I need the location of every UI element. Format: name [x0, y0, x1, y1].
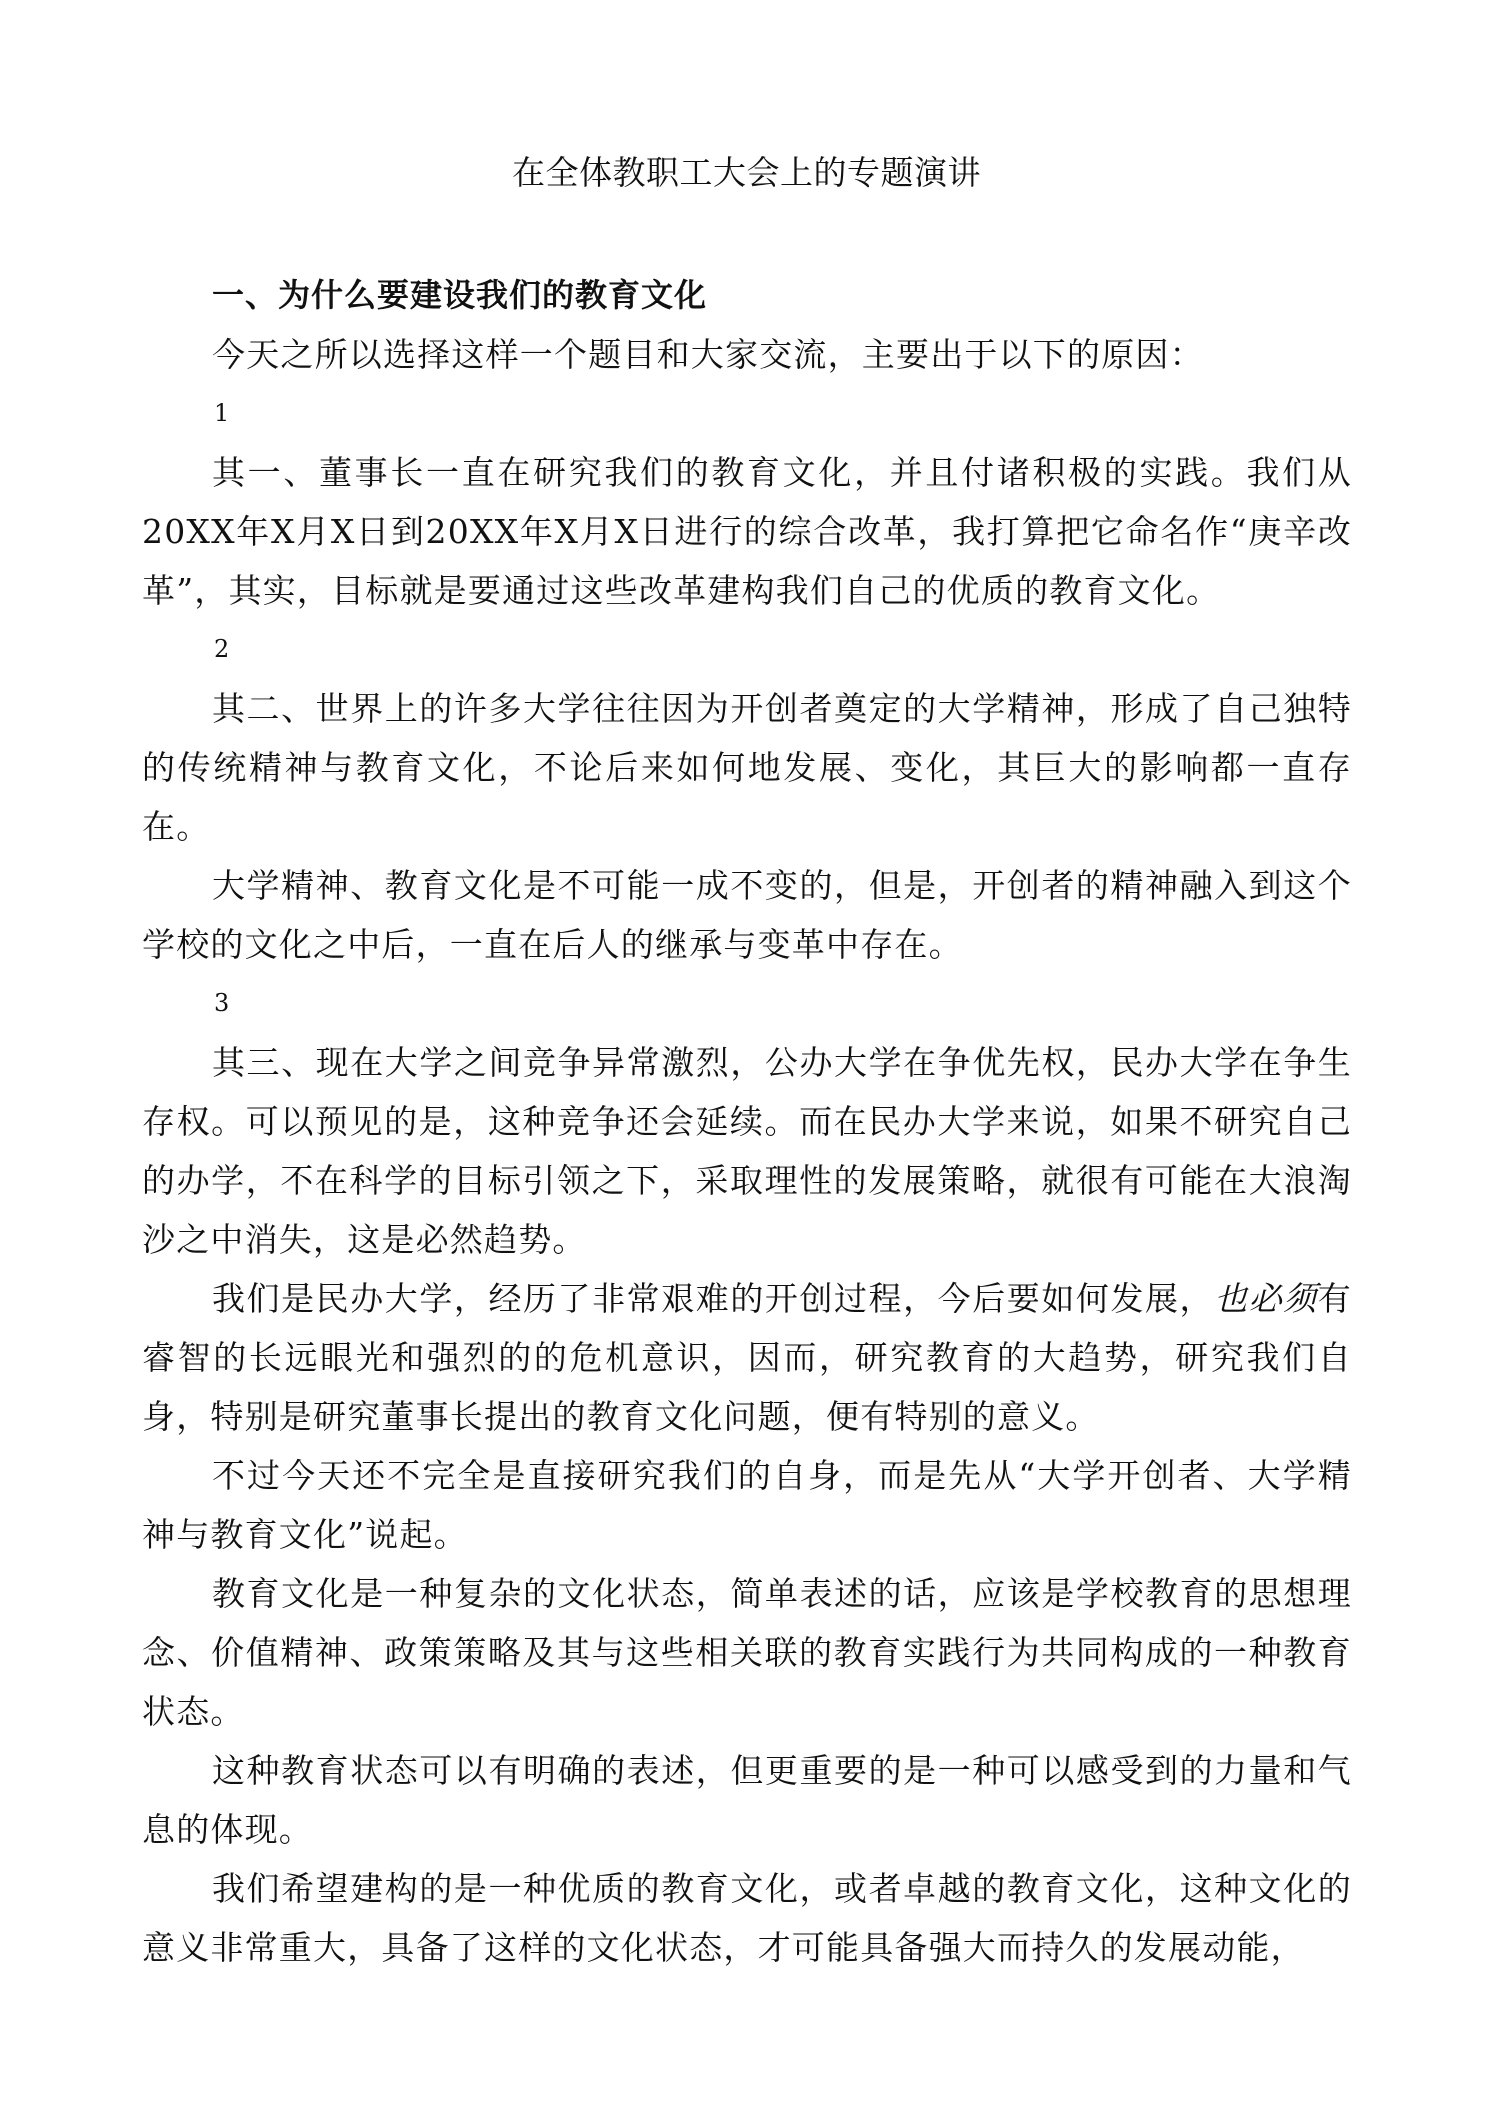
paragraph-private-university-part-2: 有睿智的长远眼光和强烈的的危机意识，因而，研究教育的大趋势，研究我们自身，特别是研究董事长提出的教育文化问题，便有特别的意义。	[142, 1279, 1352, 1436]
paragraph-point-1: 其一、董事长一直在研究我们的教育文化，并且付诸积极的实践。我们从20XX年X月X日到20XX年X月X日进行的综合改革，我打算把它命名作“庚辛改革”，其实，目标就是要通过这些改革建构我们自己的优质的教育文化。	[142, 453, 1352, 610]
italic-emphasis: 也必须	[1214, 1279, 1318, 1318]
paragraph-point-2: 其二、世界上的许多大学往往因为开创者奠定的大学精神，形成了自己独特的传统精神与教育文化，不论后来如何地发展、变化，其巨大的影响都一直存在。	[142, 689, 1352, 846]
paragraph-expression: 这种教育状态可以有明确的表述，但更重要的是一种可以感受到的力量和气息的体现。	[142, 1751, 1352, 1849]
point-number-2: 2	[214, 635, 230, 663]
paragraph-definition: 教育文化是一种复杂的文化状态，简单表述的话，应该是学校教育的思想理念、价值精神、政策策略及其与这些相关联的教育实践行为共同构成的一种教育状态。	[142, 1574, 1352, 1731]
paragraph-goal: 我们希望建构的是一种优质的教育文化，或者卓越的教育文化，这种文化的意义非常重大，具备了这样的文化状态，才可能具备强大而持久的发展动能，	[142, 1869, 1352, 1967]
paragraph-private-university-part-1: 我们是民办大学，经历了非常艰难的开创过程，今后要如何发展，	[212, 1279, 1215, 1318]
paragraph-point-3: 其三、现在大学之间竞争异常激烈，公办大学在争优先权，民办大学在争生存权。可以预见的是，这种竞争还会延续。而在民办大学来说，如果不研究自己的办学，不在科学的目标引领之下，采取理性的发展策略，就很有可能在大浪淘沙之中消失，这是必然趋势。	[142, 1043, 1352, 1259]
document-body	[142, 266, 1352, 1977]
paragraph-starting-point: 不过今天还不完全是直接研究我们的自身，而是先从“大学开创者、大学精神与教育文化”说起。	[142, 1456, 1352, 1554]
point-number-3: 3	[214, 989, 230, 1017]
point-number-1: 1	[214, 399, 230, 427]
paragraph-private-university	[142, 1269, 1352, 1446]
document-title: 在全体教职工大会上的专题演讲	[512, 153, 981, 192]
paragraph-university-spirit: 大学精神、教育文化是不可能一成不变的，但是，开创者的精神融入到这个学校的文化之中后，一直在后人的继承与变革中存在。	[142, 866, 1352, 964]
paragraph-intro: 今天之所以选择这样一个题目和大家交流，主要出于以下的原因：	[212, 335, 1204, 374]
section-heading: 一、为什么要建设我们的教育文化	[212, 276, 708, 314]
